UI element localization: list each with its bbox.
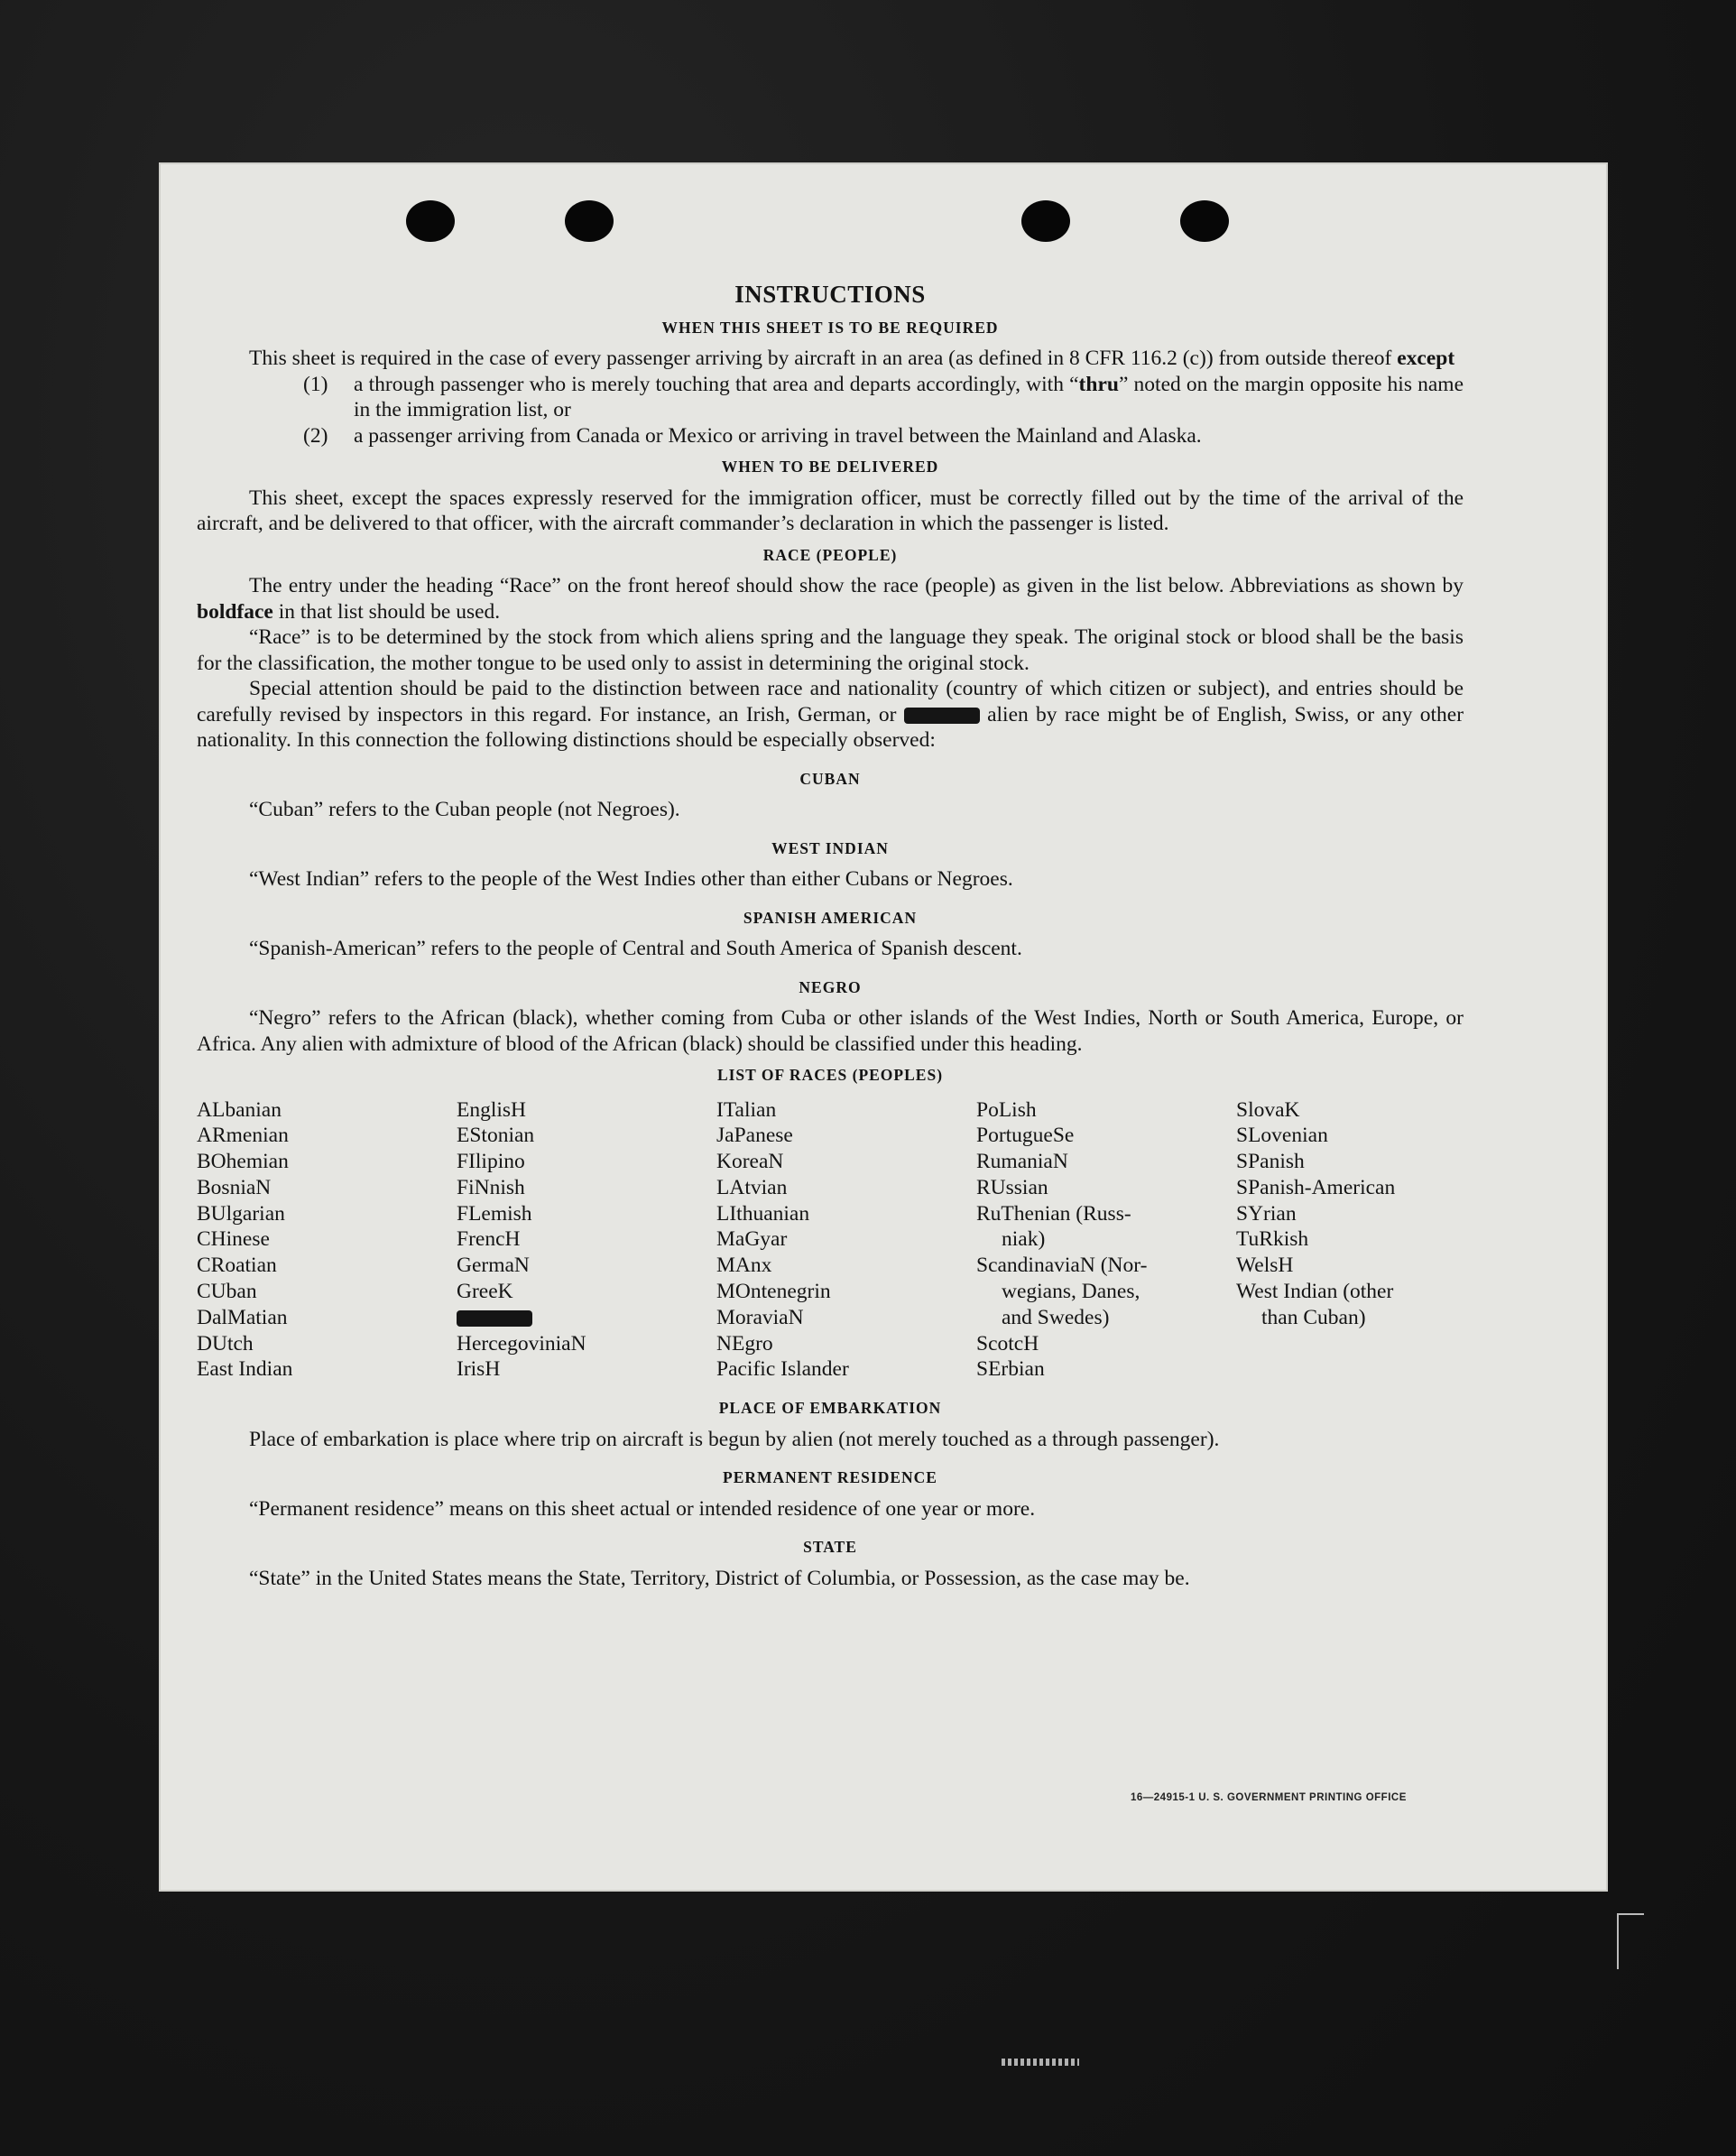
- list-item: LIthuanian: [716, 1201, 810, 1226]
- redaction-mark: [457, 1310, 532, 1327]
- spanish-american-text: “Spanish-American” refers to the people of Central and South America of Spanish descent.: [249, 937, 1022, 960]
- embarkation-text: Place of embarkation is place where trip on aircraft is begun by alien (not merely touched as a through passenger).: [249, 1427, 1220, 1451]
- list-item: CHinese: [197, 1227, 270, 1252]
- race-column-3: [716, 1097, 976, 1383]
- delivered-text: This sheet, except the spaces expressly reserved for the immigration officer, must be correctly filled out by the time of the arrival of the aircraft, and be delivered to that officer, with the aircraft commander’s declaration in which the passenger is listed.: [197, 486, 1464, 535]
- required-item-2: (2) a passenger arriving from Canada or Mexico or arriving in travel between the Mainland and Alaska.: [303, 423, 1202, 448]
- list-item: FiNnish: [457, 1175, 525, 1199]
- race-paragraph-2: “Race” is to be determined by the stock from which aliens spring and the language they speak. The original stock or blood shall be the basis for the classification, the mother tongue to be used only to assist in determining the original stock.: [197, 625, 1464, 675]
- state-text: “State” in the United States means the State, Territory, District of Columbia, or Possession, as the case may be.: [249, 1566, 1190, 1590]
- printing-office-code: 16—24915-1 U. S. GOVERNMENT PRINTING OFFICE: [1131, 1792, 1407, 1803]
- negro-text: “Negro” refers to the African (black), whether coming from Cuba or other islands of the West Indies, North or South America, Europe, or Africa. Any alien with admixture of blood of the African (black) should be classified under this heading.: [197, 1006, 1464, 1056]
- punch-hole: [406, 200, 455, 242]
- list-item-continuation: and Swedes): [1002, 1305, 1110, 1329]
- heading-state: STATE: [803, 1538, 857, 1557]
- race-paragraph-1: The entry under the heading “Race” on the front hereof should show the race (people) as given in the list below. Abbreviations as shown by boldface in that list should be used.: [197, 574, 1464, 624]
- list-item: EStonian: [457, 1124, 535, 1148]
- heading-negro: NEGRO: [799, 977, 862, 996]
- list-item: FrencH: [457, 1227, 521, 1252]
- list-item: ScotcH: [976, 1331, 1039, 1356]
- instructions-content: [197, 282, 1464, 1591]
- list-item: MoraviaN: [716, 1305, 804, 1329]
- scan-stamp-mark: [1002, 2059, 1079, 2066]
- heading-race: RACE (PEOPLE): [762, 545, 898, 564]
- list-item: BUlgarian: [197, 1201, 285, 1226]
- list-item: SYrian: [1236, 1201, 1297, 1226]
- punch-hole: [1180, 200, 1229, 242]
- list-item: SlovaK: [1236, 1097, 1300, 1122]
- heading-west-indian: WEST INDIAN: [771, 838, 889, 857]
- list-item: DalMatian: [197, 1305, 288, 1329]
- residence-text: “Permanent residence” means on this sheet actual or intended residence of one year or more.: [249, 1496, 1036, 1521]
- heading-spanish-american: SPANISH AMERICAN: [743, 908, 918, 927]
- heading-list-of-races: LIST OF RACES (PEOPLES): [716, 1066, 944, 1084]
- list-item: BOhemian: [197, 1150, 289, 1174]
- list-item: DUtch: [197, 1331, 254, 1356]
- list-item: WelsH: [1236, 1254, 1294, 1278]
- list-item: Pacific Islander: [716, 1357, 849, 1382]
- list-item-continuation: wegians, Danes,: [1002, 1280, 1140, 1304]
- race-list: [197, 1097, 1464, 1383]
- scan-corner-mark: [1617, 1913, 1644, 1969]
- list-item: SLovenian: [1236, 1124, 1328, 1148]
- list-item: SPanish-American: [1236, 1175, 1396, 1199]
- list-item: ITalian: [716, 1097, 777, 1122]
- heading-delivered: WHEN TO BE DELIVERED: [721, 458, 939, 476]
- list-item: RUssian: [976, 1175, 1048, 1199]
- heading-required: WHEN THIS SHEET IS TO BE REQUIRED: [661, 318, 999, 337]
- punch-hole: [565, 200, 614, 242]
- list-item: RumaniaN: [976, 1150, 1068, 1174]
- list-item: FIlipino: [457, 1150, 525, 1174]
- redaction-mark: [904, 708, 980, 724]
- list-item: FLemish: [457, 1201, 532, 1226]
- cuban-text: “Cuban” refers to the Cuban people (not Negroes).: [249, 798, 680, 821]
- race-column-4: [976, 1097, 1236, 1383]
- list-item: West Indian (other: [1236, 1280, 1394, 1304]
- list-item: CUban: [197, 1280, 257, 1304]
- race-paragraph-3: Special attention should be paid to the distinction between race and nationality (country of which citizen or subject), and entries should be carefully revised by inspectors in this regard. For instance, an Irish, German, or alien by race might be of English, Swiss, or any other nationality. In this connection the following distinctions should be especially observed:: [197, 677, 1464, 752]
- list-item: TuRkish: [1236, 1227, 1309, 1252]
- required-intro: This sheet is required in the case of every passenger arriving by aircraft in an area (as defined in 8 CFR 116.2 (c)) from outside thereof except: [249, 347, 1455, 370]
- list-item: PoLish: [976, 1097, 1037, 1122]
- heading-residence: PERMANENT RESIDENCE: [723, 1468, 937, 1487]
- race-column-1: [197, 1097, 457, 1383]
- list-item: HercegoviniaN: [457, 1331, 586, 1356]
- list-item: SErbian: [976, 1357, 1045, 1382]
- list-item: MOntenegrin: [716, 1280, 831, 1304]
- list-item-continuation: than Cuban): [1261, 1305, 1366, 1329]
- required-item-1: (1) a through passenger who is merely touching that area and departs accordingly, with “thru” noted on the margin opposite his name in the immigration list, or: [303, 372, 1464, 421]
- document-sheet: [159, 162, 1608, 1892]
- west-indian-text: “West Indian” refers to the people of the West Indies other than either Cubans or Negroes.: [249, 867, 1013, 891]
- list-item: ARmenian: [197, 1124, 289, 1148]
- race-column-2: [457, 1097, 716, 1383]
- list-item: LAtvian: [716, 1175, 788, 1199]
- list-item: MAnx: [716, 1254, 772, 1278]
- race-column-5: [1236, 1097, 1464, 1383]
- list-item: ALbanian: [197, 1097, 282, 1122]
- list-item: ScandinaviaN (Nor-: [976, 1254, 1148, 1278]
- list-item: GermaN: [457, 1254, 530, 1278]
- punch-hole: [1021, 200, 1070, 242]
- list-item: NEgro: [716, 1331, 773, 1356]
- list-item: SPanish: [1236, 1150, 1305, 1174]
- heading-embarkation: PLACE OF EMBARKATION: [718, 1399, 942, 1418]
- list-item: PortugueSe: [976, 1124, 1075, 1148]
- list-item: JaPanese: [716, 1124, 793, 1148]
- list-item: RuThenian (Russ-: [976, 1201, 1131, 1226]
- list-item: KoreaN: [716, 1150, 784, 1174]
- list-item: EnglisH: [457, 1097, 527, 1122]
- heading-cuban: CUBAN: [799, 769, 861, 788]
- list-item: CRoatian: [197, 1254, 277, 1278]
- list-item: East Indian: [197, 1357, 293, 1382]
- list-item: BosniaN: [197, 1175, 272, 1199]
- list-item-redacted: [457, 1305, 716, 1331]
- page-title: INSTRUCTIONS: [734, 281, 926, 308]
- list-item: MaGyar: [716, 1227, 788, 1252]
- list-item-continuation: niak): [1002, 1227, 1046, 1252]
- list-item: GreeK: [457, 1280, 513, 1304]
- list-item: IrisH: [457, 1357, 501, 1382]
